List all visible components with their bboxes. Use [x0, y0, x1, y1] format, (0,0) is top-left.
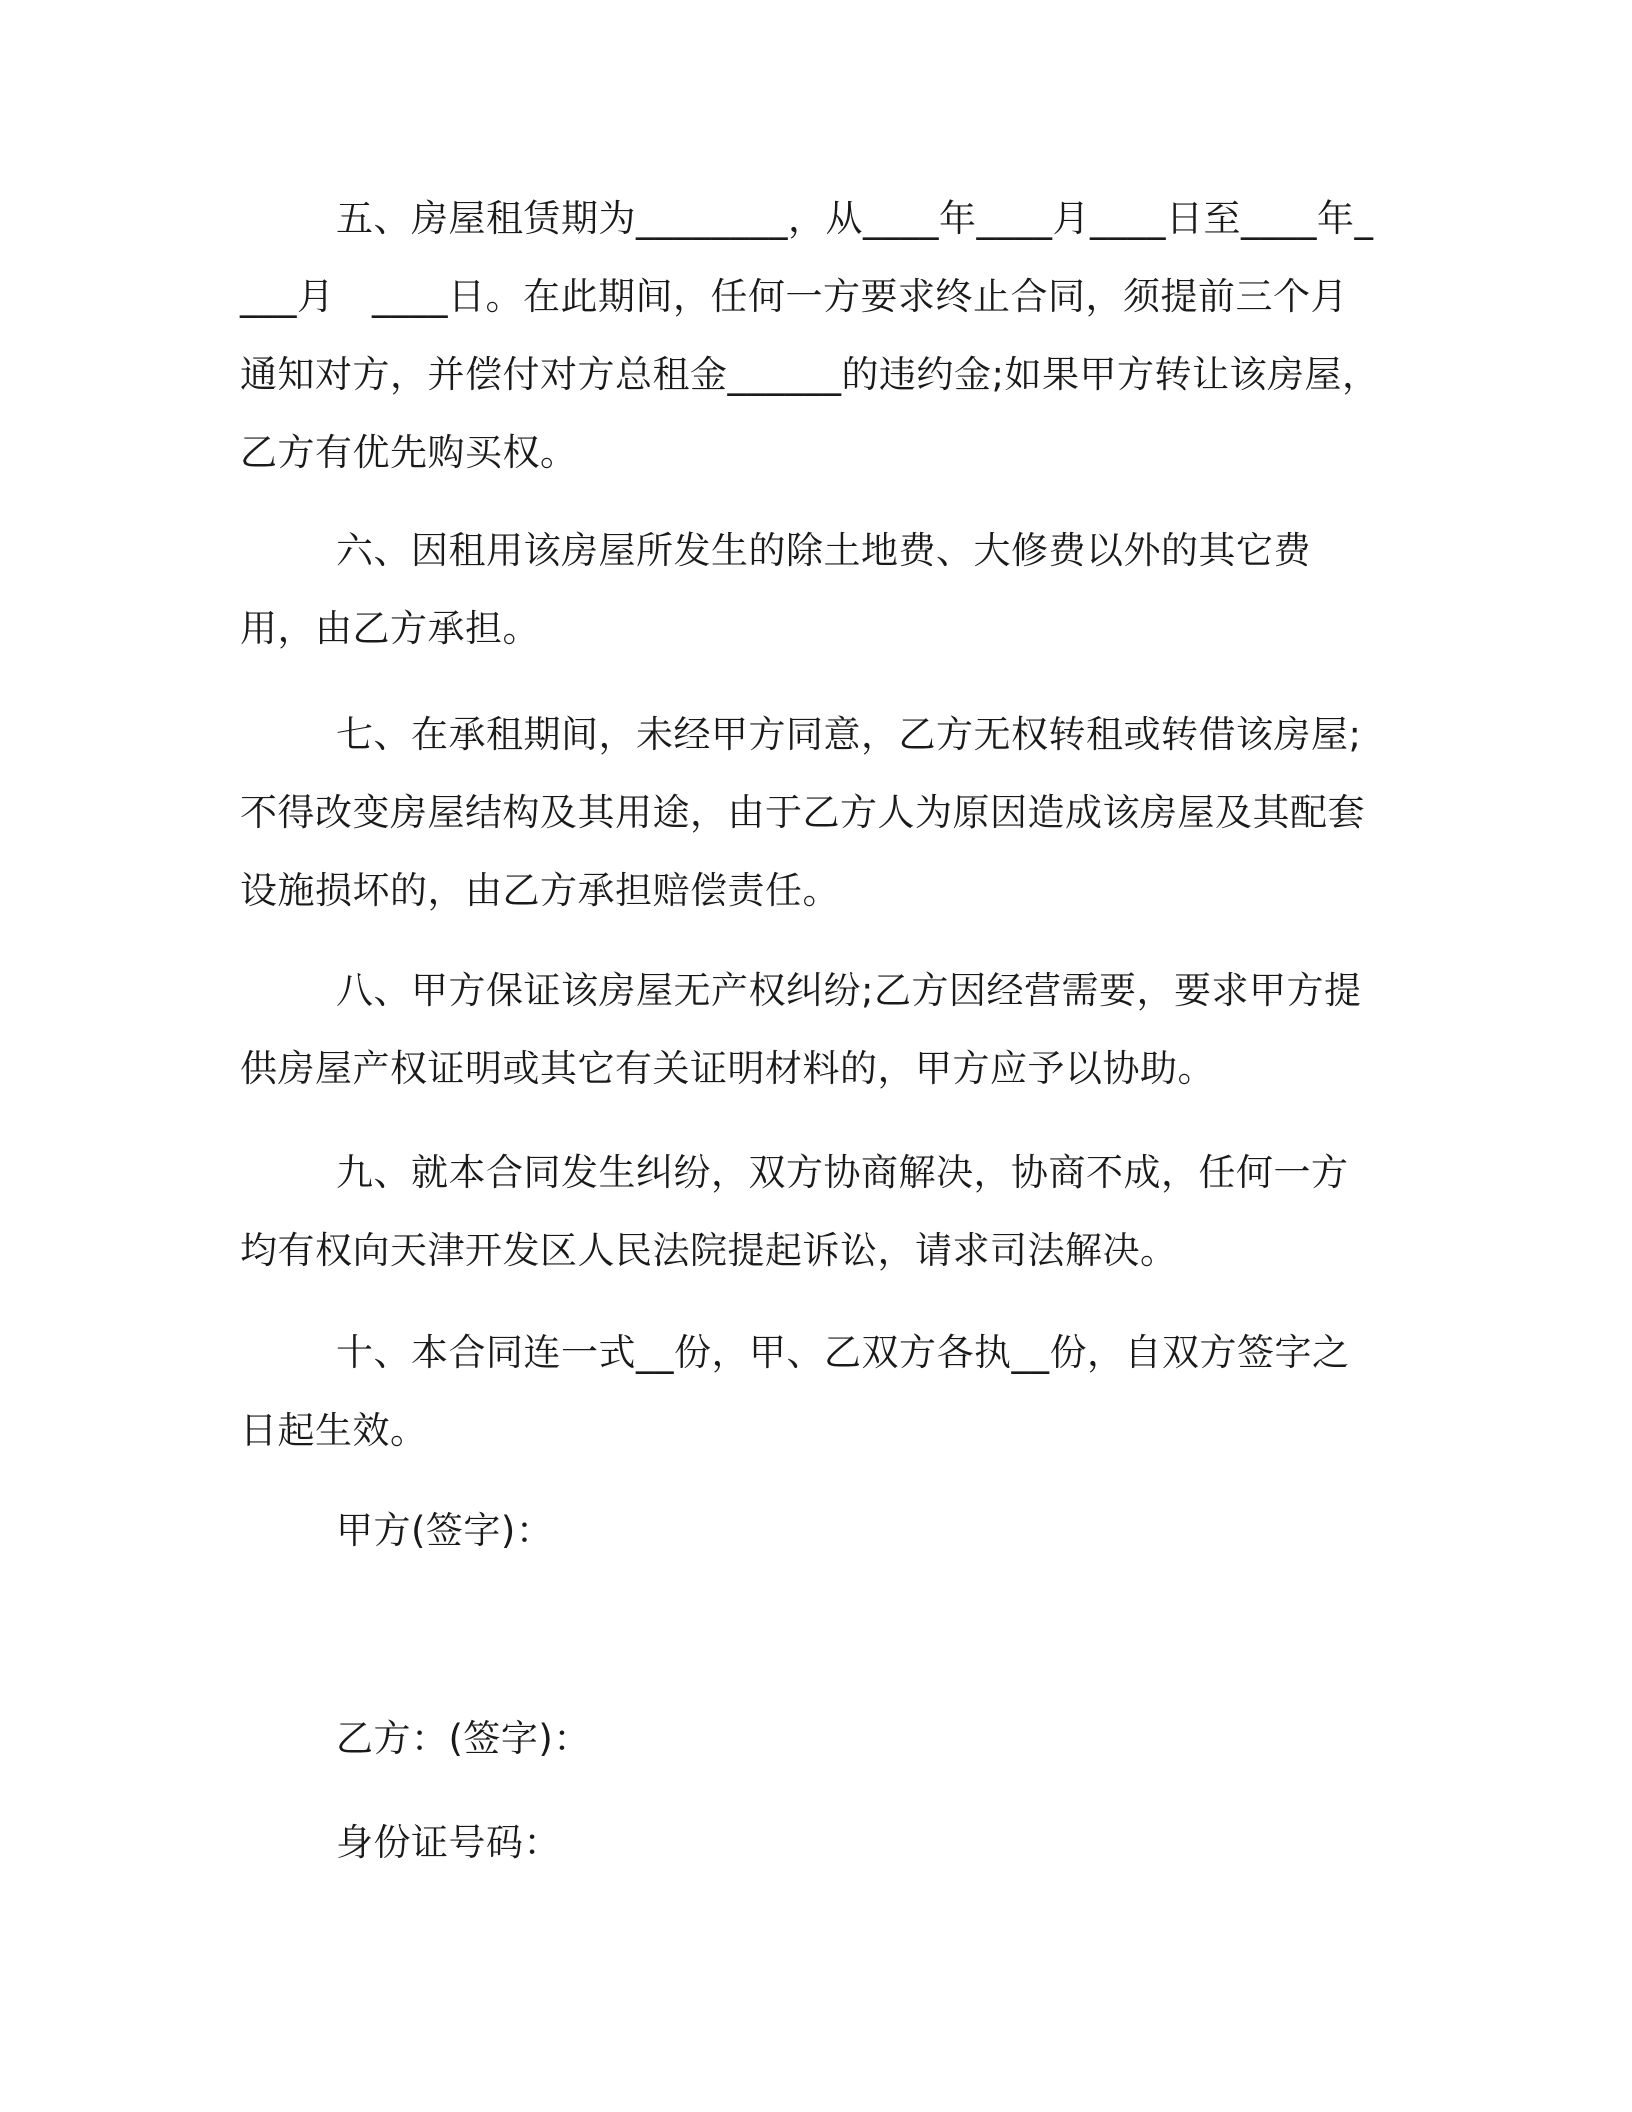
clause-6: 六、因租用该房屋所发生的除土地费、大修费以外的其它费用，由乙方承担。	[240, 529, 1311, 650]
clause-5: 五、房屋租赁期为________，从____年____月____日至____年____月 ____日。在此期间，任何一方要求终止合同，须提前三个月通知对方，并偿付对方总租金______的违约金;如果甲方转让该房屋，乙方有优先购买权。	[240, 197, 1380, 474]
id-number-label: 身份证号码：	[336, 1821, 561, 1864]
clause-9: 九、就本合同发生纠纷，双方协商解决，协商不成，任何一方均有权向天津开发区人民法院提起诉讼，请求司法解决。	[240, 1151, 1349, 1272]
party-a-signature-label: 甲方(签字)：	[336, 1509, 554, 1552]
clause-10: 十、本合同连一式__份，甲、乙双方各执__份，自双方签字之日起生效。	[240, 1331, 1350, 1452]
clause-8: 八、甲方保证该房屋无产权纠纷;乙方因经营需要，要求甲方提供房屋产权证明或其它有关证明材料的，甲方应予以协助。	[240, 969, 1362, 1090]
clause-7: 七、在承租期间，未经甲方同意，乙方无权转租或转借该房屋;不得改变房屋结构及其用途，由于乙方人为原因造成该房屋及其配套设施损坏的，由乙方承担赔偿责任。	[240, 713, 1365, 912]
party-b-signature-label: 乙方：(签字)：	[336, 1717, 591, 1760]
